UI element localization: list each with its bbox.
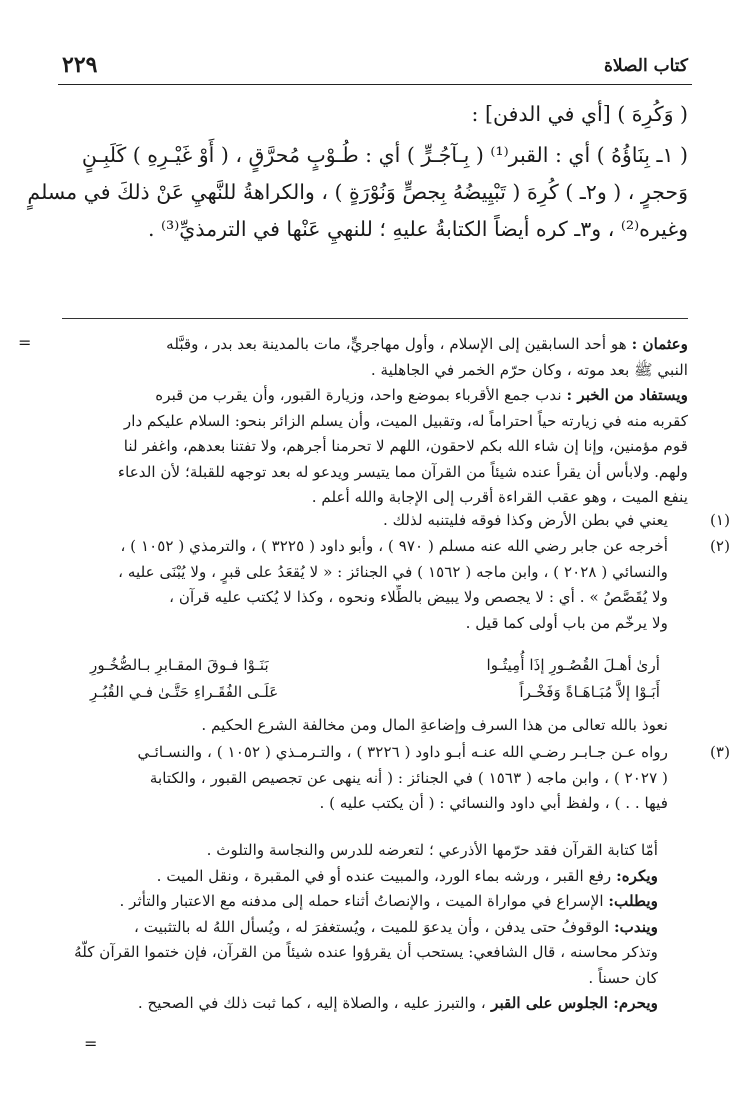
main-line: وغيره⁽²⁾ ، و٣ـ كره أيضاً الكتابةُ عليهِ ؛ للنهيِ عَنْها في الترمذيِّ⁽³⁾ . — [147, 217, 688, 241]
main-line: وَحجرٍ ، ( و٢ـ ) كُرِهَ ( تَبْيِيضُهُ بِجصٍّ وَنُوْرَةٍ ) ، والكراهةُ للنَّهيِ عَنْ ذلكَ في مسلمٍ — [27, 180, 688, 204]
commentary-line: وعثمان : هو أحد السابقين إلى الإسلام ، وأول مهاجريٍّ، مات بالمدينة بعد بدر ، وقبَّله — [166, 335, 688, 353]
tail-line: ويكره: رفع القبر ، ورشه بماء الورد، والمبيت عنده أو في المقبرة ، ونقل الميت . — [156, 866, 658, 885]
footnote-line: فيها . . ) ، ولفظ أبي داود والنسائي : ( أن يكتب عليه ) . — [319, 794, 668, 812]
keyword-label: ويستفاد من الخبر : — [566, 386, 688, 404]
footnote-body — [62, 534, 668, 636]
verse-first-hemistich: أرىٰ أهـلَ القُصُـورِ إذَا أُمِيتُـوا — [486, 656, 660, 674]
main-heading: ( وَكُرِهَ ) [أي في الدفن] : — [471, 102, 688, 126]
tail-line: ويندب: الوقوفُ حتى يدفن ، وأن يدعوَ للميت ، ويُستغفرَ له ، ويُسأل اللهُ له بالتثبيت ، — [134, 917, 658, 936]
book-title: كتاب الصلاة — [603, 56, 688, 76]
verse-first-hemistich: أَبَـوْا إلاَّ مُبَـاهَـاةً وَفَخْـراً — [519, 683, 660, 701]
main-line: ( ١ـ بِنَاؤُهُ ) أي : القبر⁽¹⁾ ( بِـآجُـرٍّ ) أي : طُـوْبٍ مُحرَّقٍ ، ( أَوْ غَيْـرِهِ ) كَلَبِـنٍ — [81, 143, 688, 167]
header-rule — [58, 84, 692, 85]
main-text — [27, 96, 688, 248]
footnote-line: أخرجه عن جابر رضي الله عنه مسلم ( ٩٧٠ ) ، وأبو داود ( ٣٢٢٥ ) ، والترمذي ( ١٠٥٢ ) ، — [120, 537, 668, 555]
footnote-line: نعوذ بالله تعالى من هذا السرف وإضاعةِ المال ومن مخالفة الشرع الحكيم . — [201, 716, 668, 734]
footnote-2-after — [62, 713, 730, 739]
verse-row — [90, 679, 660, 706]
tail-line: ويحرم: الجلوس على القبر ، والتبرز عليه ، والصلاة إليه ، كما ثبت ذلك في الصحيح . — [137, 994, 658, 1012]
commentary-line: ينفع الميت ، وهو عقب القراءة أقرب إلى الإجابة والله أعلم . — [311, 488, 688, 506]
tail-line: كان حسناً . — [588, 968, 658, 987]
commentary-line: قوم مؤمنين، وإنا إن شاء الله بكم لاحقون، اللهم لا تحرمنا أجرهم، ولا تفتنا بعدهم، واغفر لنا — [123, 437, 688, 455]
keyword-label: ويحرم: الجلوس على القبر — [485, 994, 658, 1012]
footnote-2 — [62, 534, 730, 636]
footnote-3-continuation — [62, 838, 658, 1017]
tail-line: وتذكر محاسنه ، قال الشافعي: يستحب أن يقرؤوا عنده شيئاً من القرآن، فإن ختموا القرآن كلَّهُ — [74, 943, 658, 961]
footnote-body — [62, 508, 668, 534]
footnote-line: ( ٢٠٢٧ ) ، وابن ماجه ( ١٥٦٣ ) في الجنائز : ( أنه ينهى عن تجصيص القبور ، والكتابة — [149, 768, 668, 787]
footnote-number: (١) — [709, 511, 730, 529]
commentary-line: النبي ﷺ بعد موته ، وكان حرّم الخمر في الجاهلية . — [370, 360, 688, 379]
footnote-line: والنسائي ( ٢٠٢٨ ) ، وابن ماجه ( ١٥٦٢ ) في الجنائز : « لا يُقعَدُ على قبرٍ ، ولا يُبْنَى عليه ، — [118, 562, 668, 581]
footnote-1 — [62, 508, 730, 534]
continuation-mark: = — [84, 1034, 98, 1053]
commentary — [62, 332, 688, 511]
verse-second-hemistich: بَنَـوْا فـوقَ المقـابرِ بـالصُّخُـورِ — [90, 656, 269, 674]
footnote-separator — [62, 318, 688, 319]
poem-verses — [90, 652, 660, 706]
verse-row — [90, 652, 660, 679]
footnote-line: ولا يرخّم من باب أولى كما قيل . — [465, 613, 668, 632]
commentary-line: كقربه منه في زيارته حياً احتراماً له، وتقبيل الميت، وأن يسلم الزائر بنحو: السلام عليكم دار — [123, 411, 688, 430]
keyword-label: ويندب: — [613, 917, 658, 936]
footnote-number: (٣) — [709, 743, 730, 761]
footnote-3 — [62, 740, 730, 817]
footnote-number: (٢) — [709, 537, 730, 555]
commentary-line: ولهم. ولابأس أن يقرأ عنده شيئاً من القرآن مما يتيسر ويدعو له بعد توجهه للقبلة؛ لأن الدعاء — [117, 462, 688, 481]
footnote-line: رواه عـن جـابـر رضـي الله عنـه أبـو داود ( ٣٢٢٦ ) ، والتـرمـذي ( ١٠٥٢ ) ، والنسـائـي — [137, 743, 668, 761]
page-header — [62, 52, 688, 84]
footnote-line: ولا يُقَصَّصُ » . أي : لا يجصص ولا يبيض بالطِّلاء ونحوه ، وكذا لا يُكتب عليه قرآن ، — [169, 588, 668, 606]
footnote-line: يعني في بطن الأرض وكذا فوقه فليتنبه لذلك . — [382, 511, 668, 529]
tail-line: أمّا كتابة القرآن فقد حرّمها الأذرعي ؛ لتعرضه للدرس والنجاسة والتلوث . — [206, 841, 658, 859]
footnote-body — [62, 713, 668, 739]
keyword-label: ويكره: — [616, 866, 658, 885]
page-number: ٢٢٩ — [62, 52, 98, 78]
verse-second-hemistich: عَلَـى الفُقَـراءِ حَتَّـىٰ فـي القُبُـرِ — [90, 683, 279, 701]
tail-line: ويطلب: الإسراع في مواراة الميت ، والإنصاتُ أثناء حمله إلى مدفنه مع الاعتبار والتأثر . — [119, 892, 658, 910]
continuation-mark: = — [18, 333, 32, 352]
keyword-label: وعثمان : — [631, 335, 688, 353]
keyword-label: ويطلب: — [608, 892, 658, 910]
commentary-line: ويستفاد من الخبر : ندب جمع الأقرباء بموضع واحد، وزيارة القبور، وأن يقرب من قبره — [155, 386, 688, 404]
footnote-body — [62, 740, 668, 817]
